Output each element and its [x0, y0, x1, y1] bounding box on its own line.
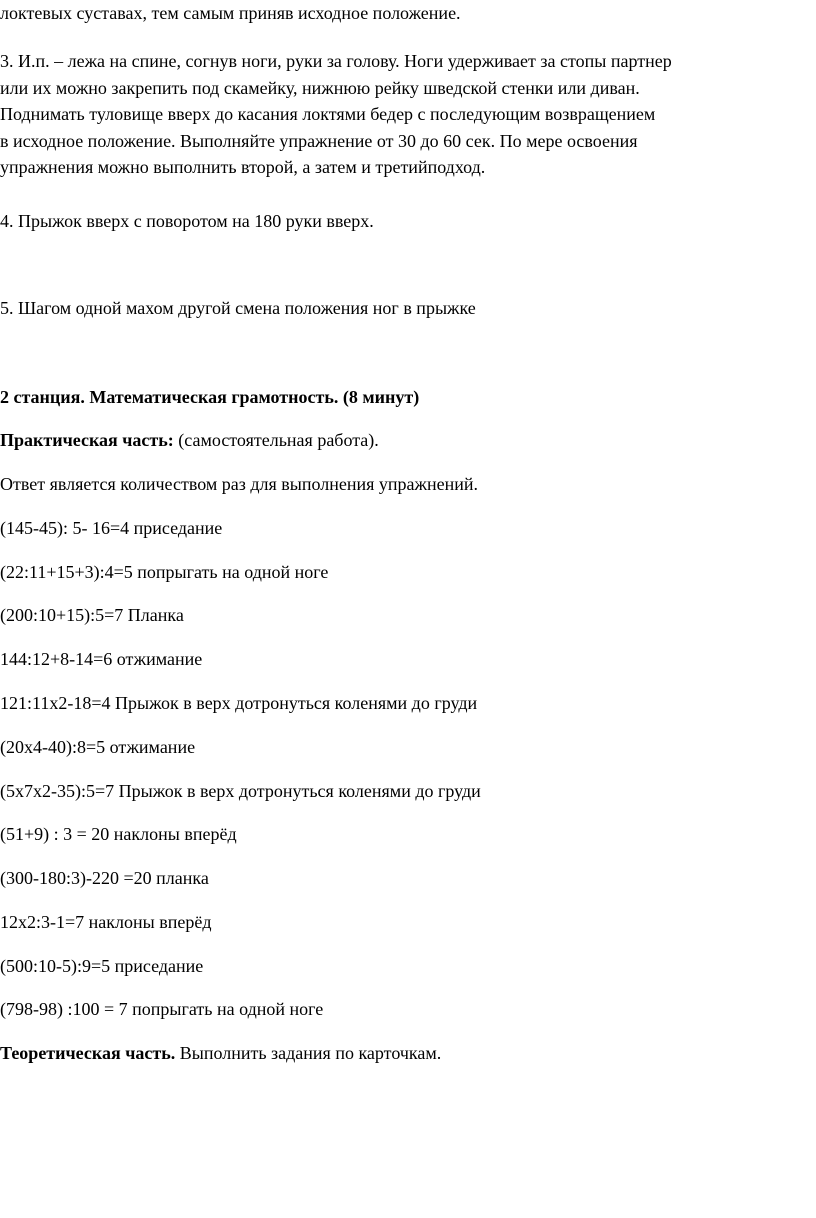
practical-part: [0, 429, 379, 451]
equation-line: (51+9) : 3 = 20 наклоны вперёд: [0, 824, 237, 844]
theoretical-label: Теоретическая часть.: [0, 1043, 176, 1063]
equation-line: 121:11х2-18=4 Прыжок в верх дотронуться коленями до груди: [0, 693, 478, 713]
exercise-3-line: упражнения можно выполнить второй, а затем и третийподход.: [0, 157, 486, 177]
answer-note: Ответ является количеством раз для выполнения упражнений.: [0, 474, 478, 494]
exercise-3-line: в исходное положение. Выполняйте упражнение от 30 до 60 сек. По мере освоения: [0, 130, 638, 151]
equation-line: 144:12+8-14=6 отжимание: [0, 649, 203, 669]
equation-line: 12х2:3-1=7 наклоны вперёд: [0, 912, 212, 932]
station-heading: [0, 386, 419, 408]
exercise-3-line: или их можно закрепить под скамейку, нижнюю рейку шведской стенки или диван.: [0, 77, 640, 98]
equation-line: (200:10+15):5=7 Планка: [0, 605, 184, 625]
theoretical-text: Выполнить задания по карточкам.: [175, 1043, 442, 1063]
equation-line: (145-45): 5- 16=4 приседание: [0, 518, 223, 538]
exercise-3-line: 3. И.п. – лежа на спине, согнув ноги, руки за голову. Ноги удерживает за стопы партнер: [0, 51, 672, 71]
theoretical-part: [0, 1042, 441, 1064]
equation-line: (20х4-40):8=5 отжимание: [0, 737, 196, 757]
equation-line: (22:11+15+3):4=5 попрыгать на одной ноге: [0, 562, 329, 582]
practical-text: (самостоятельная работа).: [173, 430, 379, 450]
station-heading-text: 2 станция. Математическая грамотность. (8 минут): [0, 387, 420, 407]
intro-line: локтевых суставах, тем самым приняв исходное положение.: [0, 3, 461, 23]
exercise-3: [0, 48, 672, 181]
equation-line: (5х7х2-35):5=7 Прыжок в верх дотронуться коленями до груди: [0, 781, 481, 801]
practical-label: Практическая часть:: [0, 430, 174, 450]
equation-line: (798-98) :100 = 7 попрыгать на одной ноге: [0, 999, 324, 1019]
exercise-5: 5. Шагом одной махом другой смена положения ног в прыжке: [0, 298, 476, 318]
exercise-4: 4. Прыжок вверх с поворотом на 180 руки вверх.: [0, 211, 374, 231]
exercise-3-line: Поднимать туловище вверх до касания локтями бедер с последующим возвращением: [0, 104, 656, 124]
equation-line: (500:10-5):9=5 приседание: [0, 956, 204, 976]
equation-line: (300-180:3)-220 =20 планка: [0, 868, 209, 888]
